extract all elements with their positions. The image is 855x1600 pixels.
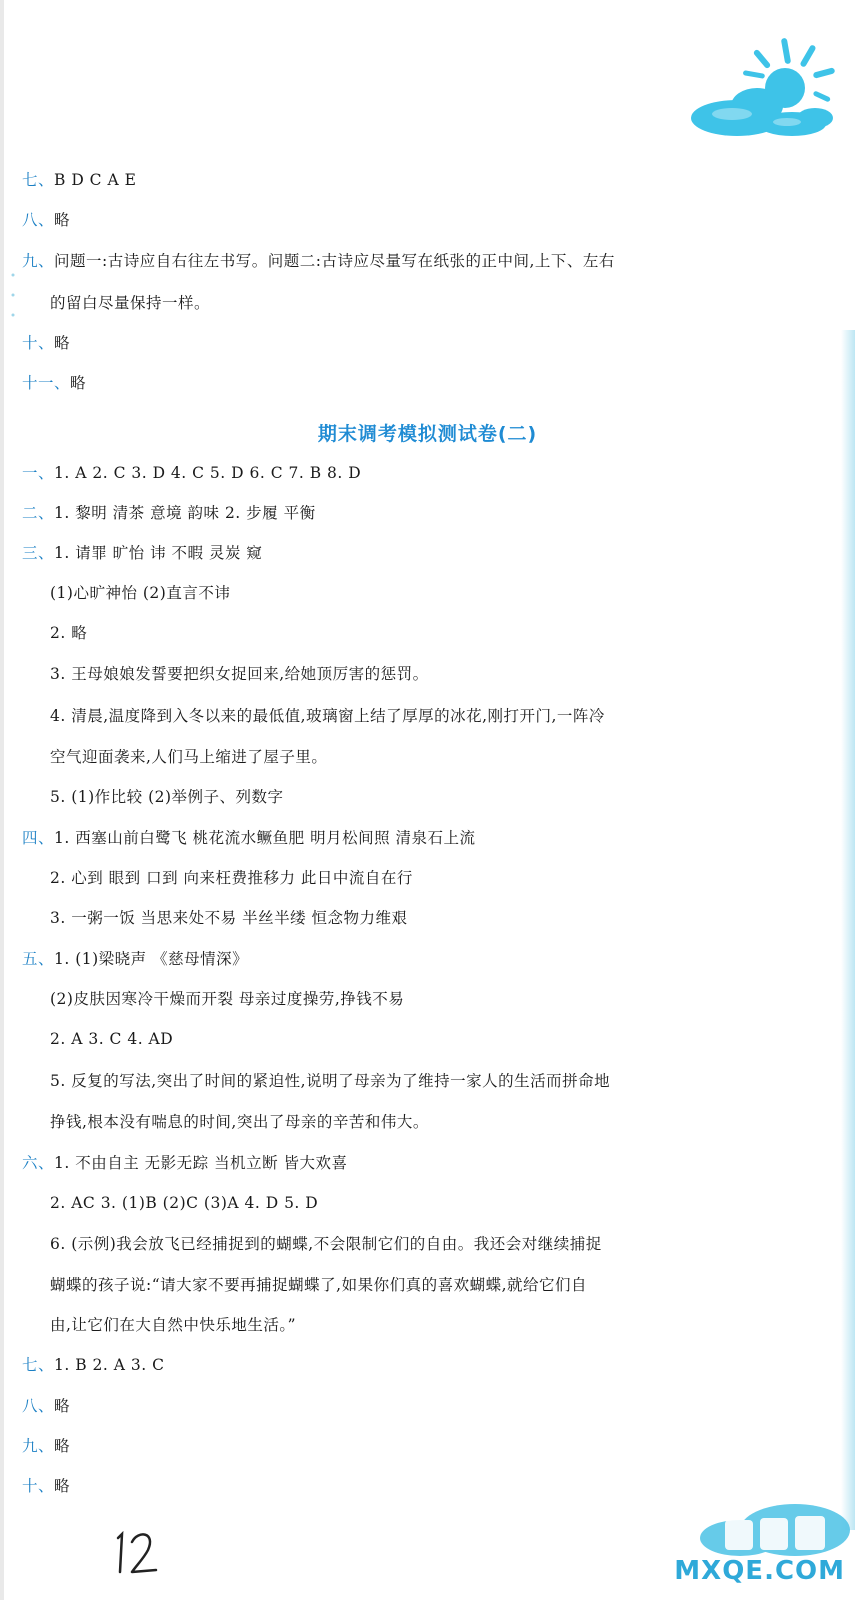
- answer-line: (1)心旷神怡 (2)直言不讳: [50, 584, 231, 602]
- answer-line: 2. 心到 眼到 口到 向来枉费推移力 此日中流自在行: [50, 869, 413, 887]
- answer-line: 三、1. 请罪 旷怡 讳 不暇 灵炭 窥: [22, 544, 263, 562]
- answer-line: 八、略: [22, 1397, 71, 1415]
- page-right-edge-decoration: [841, 330, 855, 1530]
- answer-line: 蝴蝶的孩子说:“请大家不要再捕捉蝴蝶了,如果你们真的喜欢蝴蝶,就给它们自: [50, 1276, 588, 1294]
- answer-line: 的留白尽量保持一样。: [50, 294, 211, 312]
- answer-line: 十一、略: [22, 374, 87, 392]
- answer-line: 5. (1)作比较 (2)举例子、列数字: [50, 788, 284, 806]
- answer-line: 八、略: [22, 211, 71, 229]
- answer-line: 由,让它们在大自然中快乐地生活。”: [50, 1316, 297, 1334]
- handwritten-page-number: [108, 1520, 168, 1580]
- answer-line: 二、1. 黎明 清茶 意境 韵味 2. 步履 平衡: [22, 504, 316, 522]
- answer-line: 七、1. B 2. A 3. C: [22, 1356, 165, 1374]
- watermark-text: MXQE.COM: [674, 1556, 845, 1586]
- answer-line: 十、略: [22, 334, 71, 352]
- answer-line: 九、问题一:古诗应自右往左书写。问题二:古诗应尽量写在纸张的正中间,上下、左右: [22, 252, 615, 270]
- page-left-edge: [0, 0, 4, 1600]
- answer-line: 2. A 3. C 4. AD: [50, 1030, 174, 1048]
- answer-line: 十、略: [22, 1477, 71, 1495]
- answer-line: 五、1. (1)梁晓声 《慈母情深》: [22, 950, 249, 968]
- answer-line: 空气迎面袭来,人们马上缩进了屋子里。: [50, 748, 328, 766]
- answer-line: (2)皮肤因寒冷干燥而开裂 母亲过度操劳,挣钱不易: [50, 990, 405, 1008]
- section-title: 期末调考模拟测试卷(二): [317, 423, 538, 445]
- answer-line: 4. 清晨,温度降到入冬以来的最低值,玻璃窗上结了厚厚的冰花,刚打开门,一阵冷: [50, 707, 605, 725]
- answer-line: 一、1. A 2. C 3. D 4. C 5. D 6. C 7. B 8. D: [22, 464, 362, 482]
- answer-line: 2. AC 3. (1)B (2)C (3)A 4. D 5. D: [50, 1194, 319, 1212]
- answer-line: 3. 王母娘娘发誓要把织女捉回来,给她顶厉害的惩罚。: [50, 665, 429, 683]
- sun-cloud-icon: [687, 30, 837, 150]
- answer-line: 6. (示例)我会放飞已经捕捉到的蝴蝶,不会限制它们的自由。我还会对继续捕捉: [50, 1235, 602, 1253]
- answer-line: 3. 一粥一饭 当思来处不易 半丝半缕 恒念物力维艰: [50, 909, 408, 927]
- answer-line: 七、B D C A E: [22, 171, 137, 189]
- answer-line: 六、1. 不由自主 无影无踪 当机立断 皆大欢喜: [22, 1154, 348, 1172]
- answer-line: 5. 反复的写法,突出了时间的紧迫性,说明了母亲为了维持一家人的生活而拼命地: [50, 1072, 611, 1090]
- answer-line: 四、1. 西塞山前白鹭飞 桃花流水鳜鱼肥 明月松间照 清泉石上流: [22, 829, 476, 847]
- answer-line: 2. 略: [50, 624, 88, 642]
- answer-line: 挣钱,根本没有喘息的时间,突出了母亲的辛苦和伟大。: [50, 1113, 429, 1131]
- answer-line: 九、略: [22, 1437, 71, 1455]
